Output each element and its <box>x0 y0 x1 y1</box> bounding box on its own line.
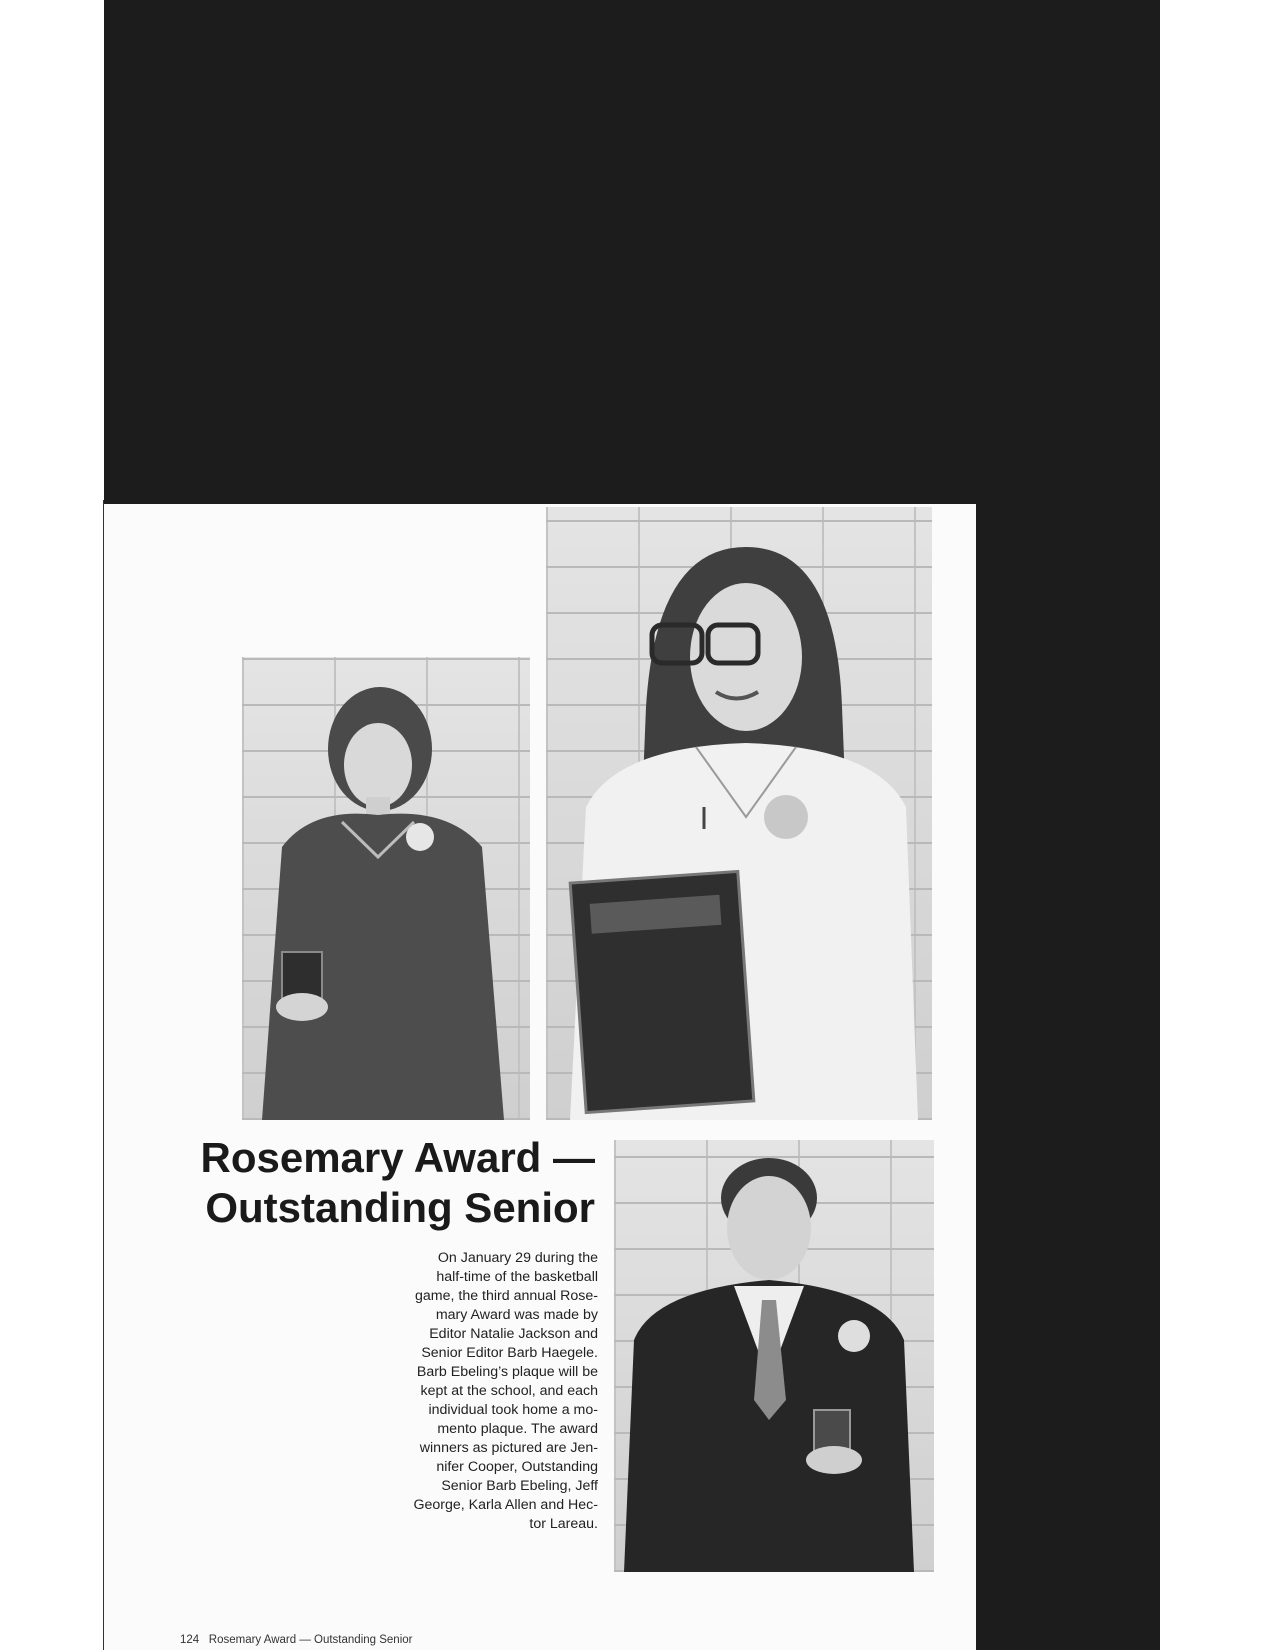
headline-line: Outstanding Senior <box>205 1184 595 1231</box>
photo-student-left-figure <box>242 657 530 1120</box>
body-line: Senior Barb Ebeling, Jeff <box>441 1478 598 1494</box>
page-number: 124 <box>180 1634 200 1646</box>
section-title: Rosemary Award — Outstanding Senior <box>208 1634 413 1646</box>
body-line: George, Karla Allen and Hec- <box>413 1497 598 1513</box>
article-body <box>390 1249 598 1534</box>
body-line: mento plaque. The award <box>437 1421 598 1437</box>
body-line: game, the third annual Rose- <box>415 1288 598 1304</box>
headline-line: Rosemary Award — <box>200 1134 595 1181</box>
body-line: individual took home a mo- <box>428 1402 598 1418</box>
body-line: nifer Cooper, Outstanding <box>436 1459 598 1475</box>
article-headline <box>150 1133 595 1233</box>
body-line: half-time of the basketball <box>436 1269 598 1285</box>
body-line: Barb Ebeling’s plaque will be <box>416 1364 598 1380</box>
photo-outstanding-senior-figure <box>546 507 932 1120</box>
body-line: winners as pictured are Jen- <box>419 1440 598 1456</box>
photo-student-suit <box>614 1140 934 1572</box>
photo-student-suit-figure <box>614 1140 934 1572</box>
photo-outstanding-senior <box>546 507 932 1120</box>
scan-background-top <box>104 0 1160 504</box>
body-line: kept at the school, and each <box>420 1383 598 1399</box>
body-line: tor Lareau. <box>529 1516 598 1532</box>
scan-background-right <box>976 500 1160 1650</box>
photo-student-left <box>242 657 530 1120</box>
body-line: Editor Natalie Jackson and <box>429 1326 598 1342</box>
body-line: Senior Editor Barb Haegele. <box>421 1345 598 1361</box>
body-line: On January 29 during the <box>437 1250 598 1266</box>
page-footer <box>180 1634 412 1646</box>
body-line: mary Award was made by <box>435 1307 598 1323</box>
